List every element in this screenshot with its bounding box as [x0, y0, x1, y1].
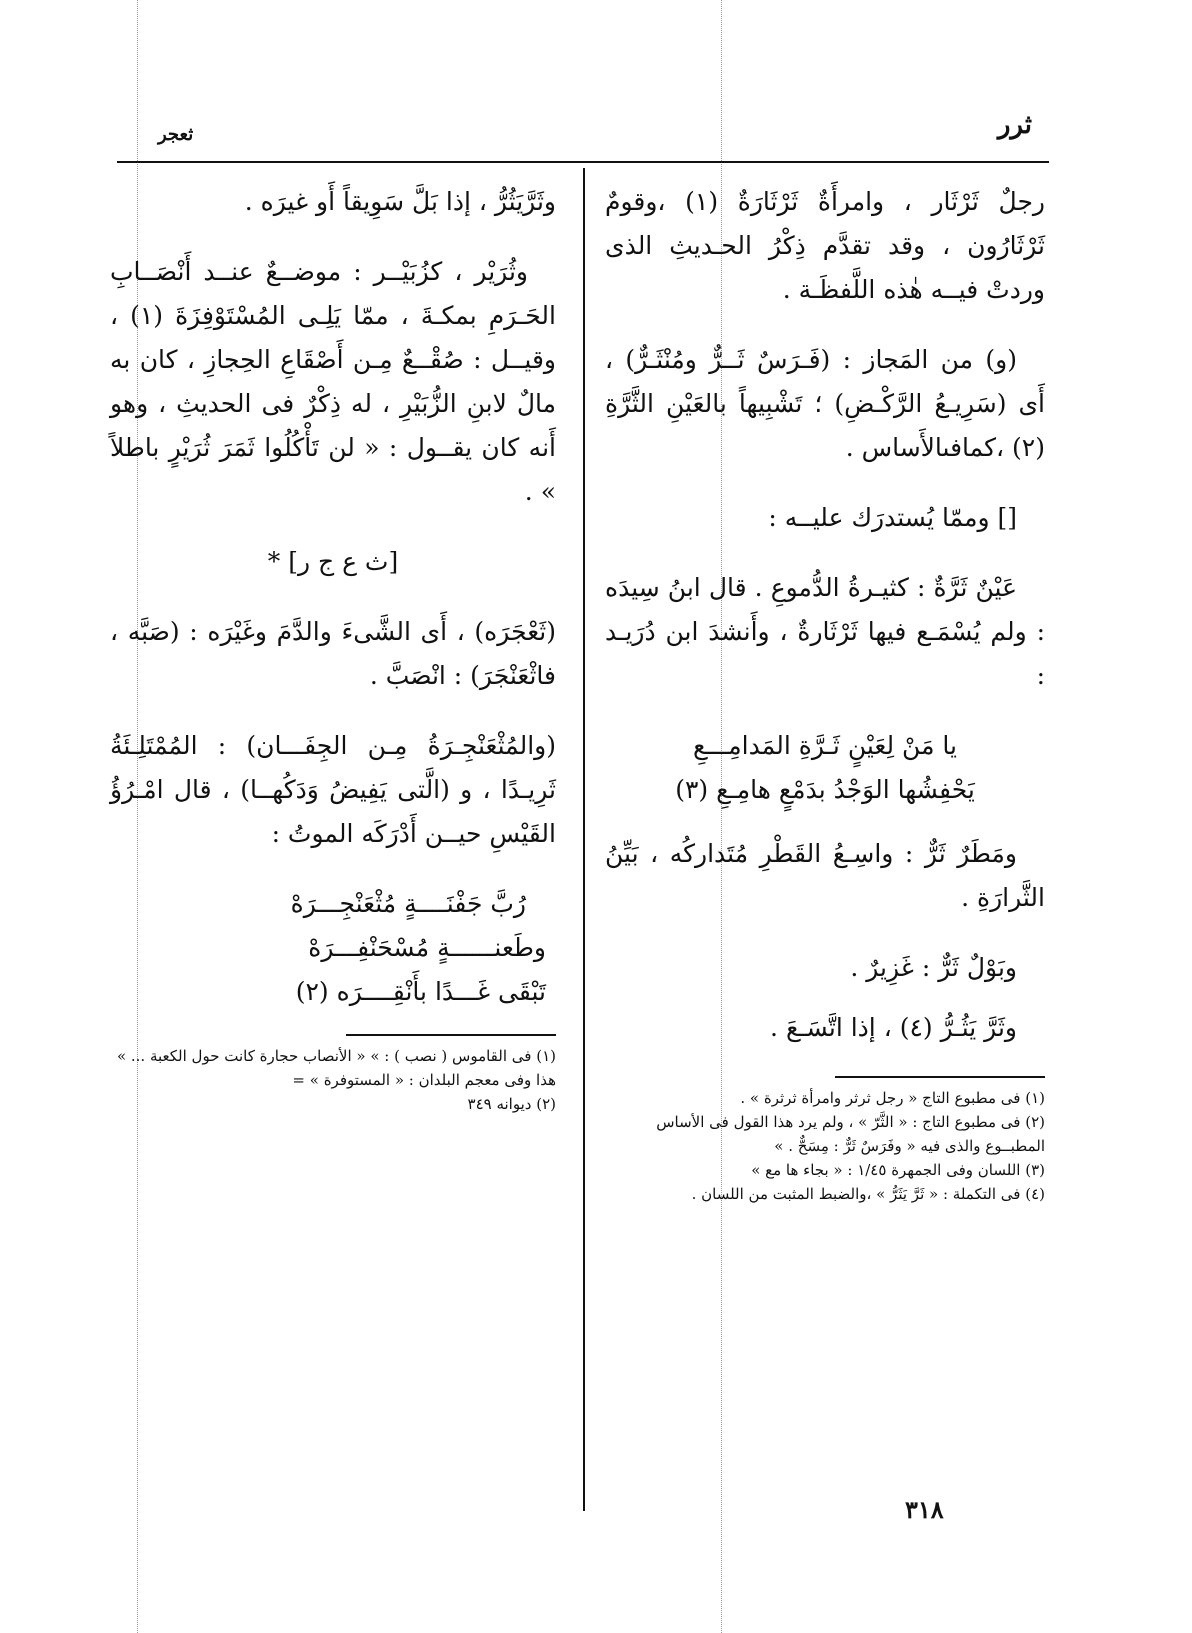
- footnotes: [605, 1086, 1045, 1206]
- entry-heading: [ث ع ج ر] *: [267, 547, 399, 576]
- footnote: (١) فى مطبوع التاج « رجل ثرثر وامرأة ثرثرة » .: [740, 1089, 1045, 1107]
- footnote-rule: [346, 1034, 556, 1036]
- verse-line: رُبَّ جَفْنَــــةٍ مُثْعَنْجِـــرَهْ: [290, 889, 526, 918]
- paragraph: (و) من المَجاز : (فَـرَسٌ ثَــرٌّ ومُنْثَـرٌّ) ، أَى (سَرِيـعُ الرَّكْـضِ) ؛ تَشْبِيهاً بالعَيْنِ الثَّرَّةِ (٢) ،كمافىالأَساس .: [605, 345, 1045, 462]
- paragraph: (والمُثْعَنْجِـرَةُ مِـن الجِفَـــان) : المُمْتَلِـئَةُ ثَرِيـدًا ، و (الَّتى يَفِيضُ وَدَكُهــا) ، قال امْـرُؤُ القَيْسِ حيــن أَدْرَكَه الموتُ :: [110, 731, 556, 848]
- footnote: (٢) فى مطبوع التاج : « الثَّرّ » ، ولم يرد هذا القول فى الأساس المطبــوع والذى فيه « وفَرَسٌ ثَرٌّ : مِسَحٌّ . »: [656, 1113, 1045, 1155]
- paragraph: وثَرَّ يَثُـرُّ (٤) ، إذا اتَّسَـعَ .: [770, 1013, 1017, 1042]
- right-column: [605, 180, 1045, 1206]
- footnote: (١) فى القاموس ( نصب ) : » « الأنصاب حجارة كانت حول الكعبة ... » هذا وفى معجم البلدان : « المستوفرة » =: [116, 1047, 556, 1089]
- verse-line: تَبْقَى غَـــدًا بأَنْقِــــرَه (٢): [295, 977, 546, 1006]
- paragraph: [] وممّا يُستدرَك عليــه :: [768, 503, 1017, 532]
- verse-line: وطَعنــــــةٍ مُسْحَنْفِـــرَهْ: [308, 933, 546, 962]
- verse-line: يا مَنْ لِعَيْنٍ ثَـرَّةِ المَدامِـــعِ: [693, 731, 957, 760]
- verse-block: [110, 882, 556, 1014]
- footnotes: [110, 1044, 556, 1116]
- footnote: (٣) اللسان وفى الجمهرة ١/٤٥ : « بجاء ها مع »: [751, 1161, 1045, 1179]
- paragraph: ومَطَرٌ ثَرٌّ : واسِـعُ القَطْرِ مُتَداركُه ، بَيِّنُ الثَّرارَةِ .: [605, 839, 1045, 912]
- left-column: [110, 180, 556, 1116]
- paragraph: وبَوْلٌ ثَرٌّ : غَزِيرٌ .: [850, 953, 1017, 982]
- paragraph: عَيْنٌ ثَرَّةٌ : كثيـرةُ الدُّموعِ . قال ابنُ سِيدَه : ولم يُسْمَـع فيها ثَرْثَارةٌ ، وأَنشدَ ابن دُرَيـد :: [605, 573, 1045, 690]
- verse-line: يَحْفِشُها الوَجْدُ بدَمْعٍ هامِـعِ (٣): [675, 775, 975, 804]
- header-rule: [117, 161, 1049, 163]
- page-header-right: ثرر: [997, 110, 1032, 140]
- page-header-left: ثعجر: [158, 124, 194, 145]
- footnote: (٤) فى التكملة : « ثَرَّ يَثَرُّ » ،والضبط المثبت من اللسان .: [691, 1185, 1045, 1203]
- paragraph: (ثَعْجَرَه) ، أَى الشَّىءَ والدَّمَ وغَيْرَه : (صَبَّه ، فاثْعَنْجَرَ) : انْصَبَّ .: [110, 617, 556, 690]
- footnote: (٢) ديوانه ٣٤٩: [467, 1095, 556, 1113]
- paragraph: وثُرَيْر ، كزُبَيْــر : موضــعٌ عنــد أَنْصَــابِ الحَـرَمِ بمكـةَ ، ممّا يَلِـى المُسْتَوْفِزَةَ (١) ، وقيــل : صُقْــعٌ مِـن أَصْقَاعِ الحِجازِ ، كان به مالٌ لابنِ الزُّبَيْرِ ، له ذِكْرٌ فى الحديثِ ، وهو أَنه كان يقــول : « لن تَأْكُلُوا ثَمَرَ ثُرَيْرٍ باطلاً » .: [110, 257, 556, 506]
- paragraph: وثَرَّيَثُرُّ ، إذا بَلَّ سَوِيقاً أَو غيرَه .: [244, 187, 556, 216]
- page-number: ٣١٨: [905, 1495, 944, 1524]
- column-divider: [583, 168, 585, 1511]
- paragraph: رجلٌ ثَرْثَار ، وامرأَةٌ ثَرْثَارَةٌ (١) ،وقومٌ ثَرْثَارُون ، وقد تقدَّم ذِكْرُ الحـديثِ الذى وردتْ فيــه هٰذه اللَّفظَـة .: [605, 187, 1045, 304]
- verse-block: [605, 724, 1045, 812]
- footnote-rule: [835, 1076, 1045, 1078]
